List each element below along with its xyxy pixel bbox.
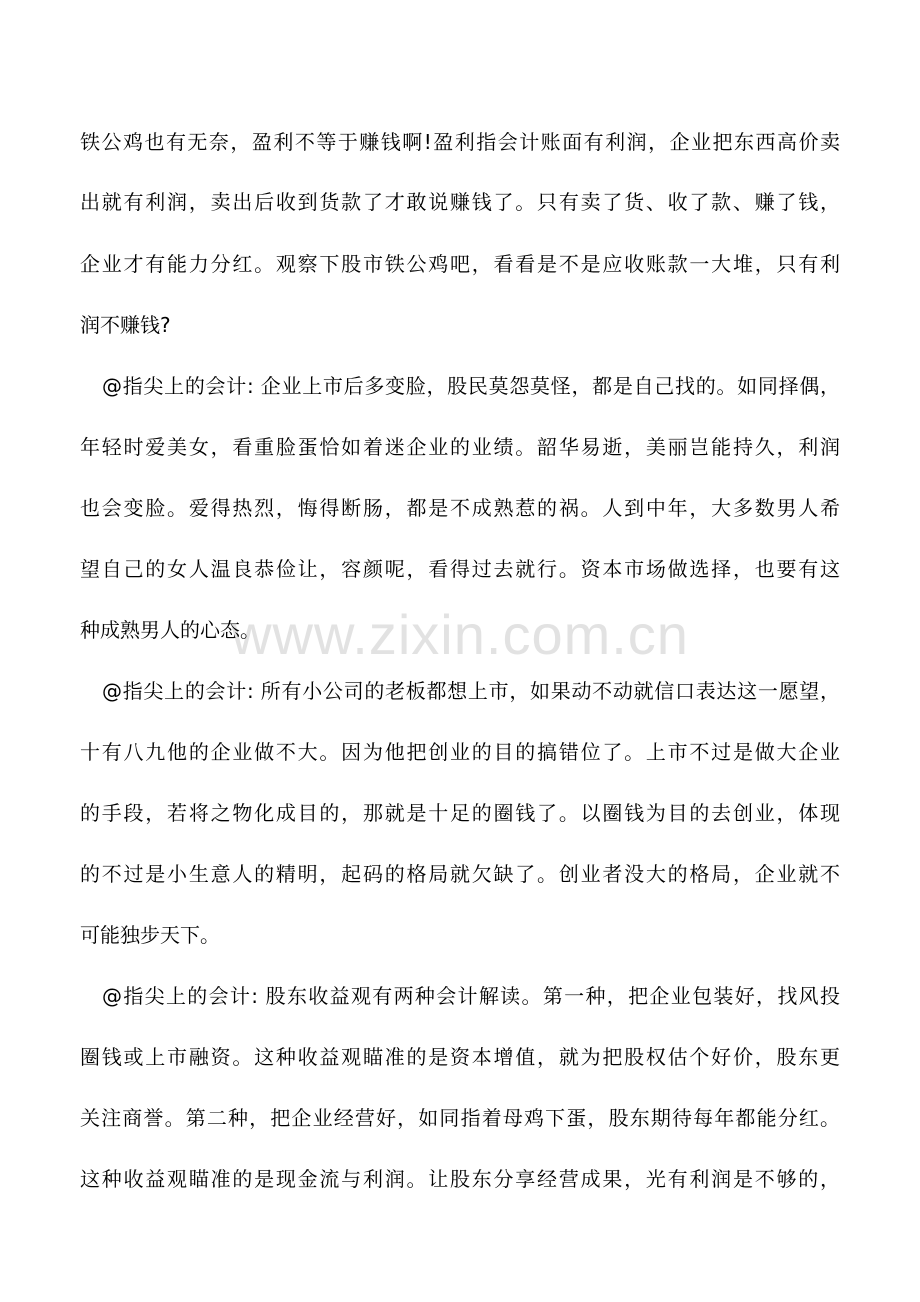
watermark: www.zixin.com.cn <box>231 603 689 666</box>
text-line: @指尖上的会计: 所有小公司的老板都想上市，如果动不动就信口表达这一愿望， <box>102 679 840 703</box>
text-line: 也会变脸。爱得热烈，悔得断肠，都是不成熟惹的祸。人到中年，大多数男人希 <box>80 496 840 520</box>
text-line: @指尖上的会计: 股东收益观有两种会计解读。第一种，把企业包装好，找风投 <box>102 984 840 1008</box>
text-line: 的不过是小生意人的精明，起码的格局就欠缺了。创业者没大的格局，企业就不 <box>80 862 840 886</box>
text-line: 圈钱或上市融资。这种收益观瞄准的是资本增值，就为把股权估个好价，股东更 <box>80 1045 840 1069</box>
text-line: 十有八九他的企业做不大。因为他把创业的目的搞错位了。上市不过是做大企业 <box>80 740 840 764</box>
text-line: 可能独步天下。 <box>80 923 220 947</box>
text-line: 铁公鸡也有无奈，盈利不等于赚钱啊!盈利指会计账面有利润，企业把东西高价卖 <box>80 130 840 154</box>
text-line: 关注商誉。第二种，把企业经营好，如同指着母鸡下蛋，股东期待每年都能分红。 <box>80 1106 840 1130</box>
text-line: 望自己的女人温良恭俭让，容颜呢，看得过去就行。资本市场做选择，也要有这 <box>80 557 840 581</box>
text-line: 的手段，若将之物化成目的，那就是十足的圈钱了。以圈钱为目的去创业，体现 <box>80 801 840 825</box>
text-line: 润不赚钱? <box>80 313 171 337</box>
text-line: 企业才有能力分红。观察下股市铁公鸡吧，看看是不是应收账款一大堆，只有利 <box>80 252 840 276</box>
text-line: 出就有利润，卖出后收到货款了才敢说赚钱了。只有卖了货、收了款、赚了钱， <box>80 190 840 214</box>
text-line: 年轻时爱美女，看重脸蛋恰如着迷企业的业绩。韶华易逝，美丽岂能持久，利润 <box>80 435 840 459</box>
text-line: 种成熟男人的心态。 <box>80 618 260 642</box>
text-line: @指尖上的会计: 企业上市后多变脸，股民莫怨莫怪，都是自己找的。如同择偶， <box>102 374 840 398</box>
text-line: 这种收益观瞄准的是现金流与利润。让股东分享经营成果，光有利润是不够的， <box>80 1167 840 1191</box>
